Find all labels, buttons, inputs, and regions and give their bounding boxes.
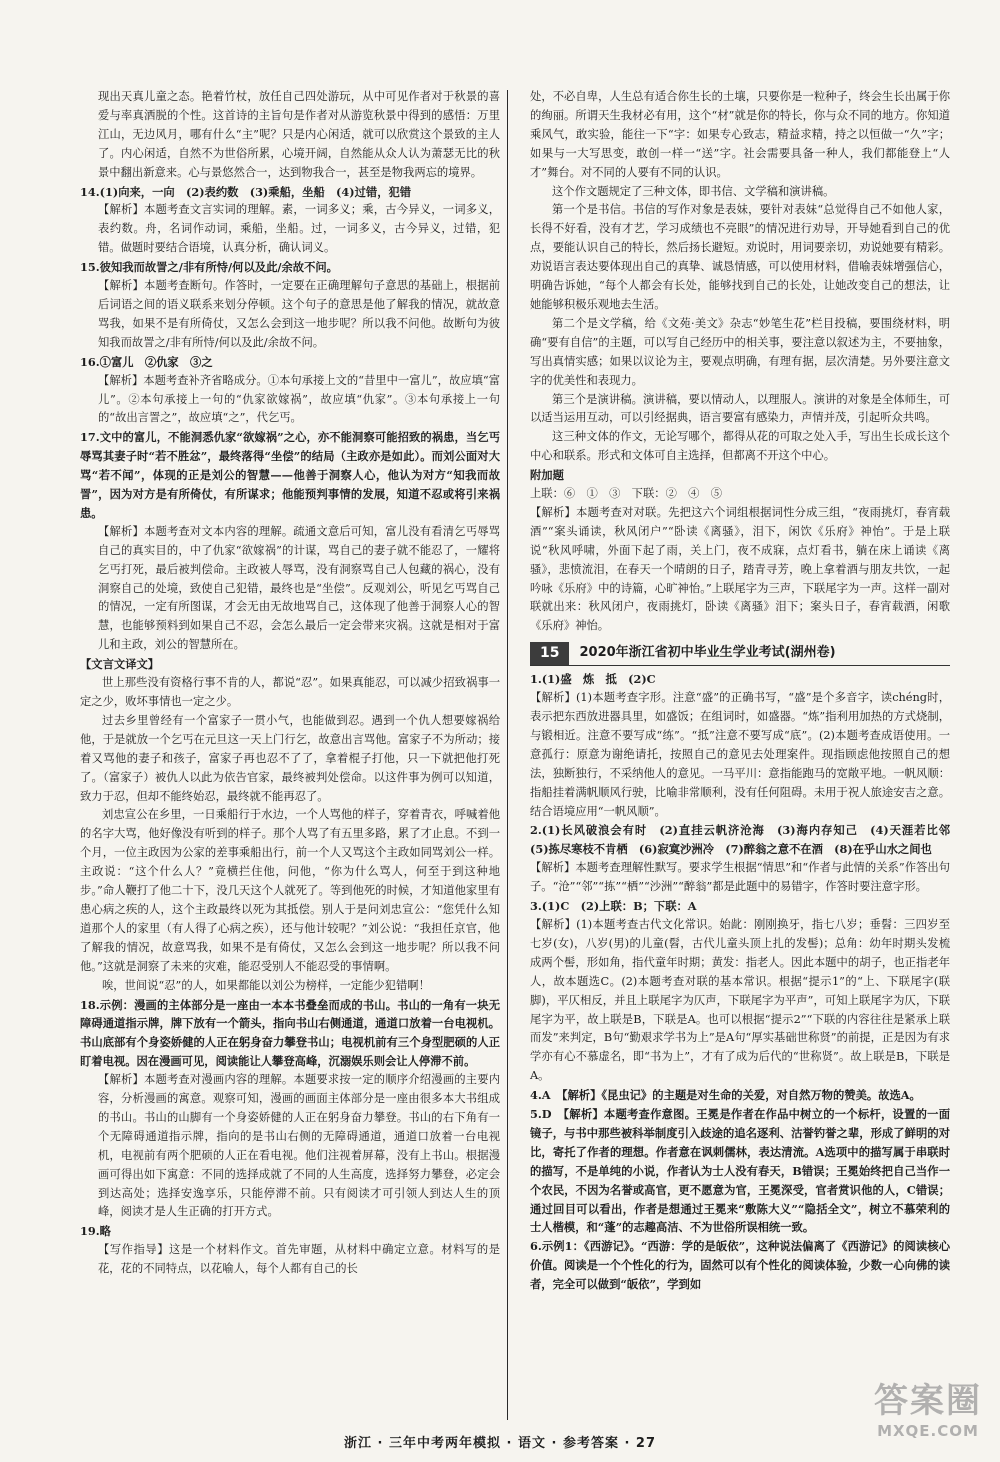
answer-text: 【写作指导】这是一个材料作文。首先审题，从材料中确定立意。材料写的是花，花的不同特点，以花喻人，每个人都有自己的长 (98, 1243, 500, 1276)
right-column (530, 88, 962, 1294)
section-number: 15 (530, 642, 569, 665)
answer-text: 过去乡里曾经有一个富家子一贯小气，也能做到忍。遇到一个仇人想要嫁祸给他，于是就放一个乞丐在元旦这一天上门行乞，故意出言骂他。富家子不为所动；接着又骂他的妻子和孩子，富家子再也忍不了了，拿着棍子打他，只一下就把他打死了。（富家子）被仇人以此为依告官家，最终被判处偿命。以这件事为例可以知道，致力于忍，但却不能终始忍，最终就不能再忍了。 (80, 713, 500, 803)
answer-text: 第三个是演讲稿。演讲稿，要以情动人，以理服人。演讲的对象是全体师生，可以适当运用互动，可以引经据典，语言要富有感染力，声情并茂，引起听众共鸣。 (530, 392, 950, 425)
answer-text: 【解析】本题考查对文本内容的理解。疏通文意后可知，富儿没有看清乞丐辱骂自己的真实目的，中了仇家“欲嫁祸”的计谋，骂自己的妻子就不能忍了，一耀将乞丐打死，最后被判偿命。主政被人辱骂，没有洞察骂自己人包藏的祸心，没有洞察自己的处境，致使自己犯错，最终也是“坐偿”。反观刘公，听见乞丐骂自己的情况，一定有所图谋，才会无由无故地骂自己，这体现了他善于洞察人心的智慧，也能够预料到如果自己不忍，会怎么最后一定会带来灾祸。这就是相对于富儿和主政，刘公的智慧所在。 (98, 524, 500, 652)
answer-heading: 5.D 【解析】本题考查作意图。王冕是作者在作品中树立的一个标杆，设置的一面镜子，与书中那些被科举制度引入歧途的追名逐利、沽誉钓誉之辈，形成了鲜明的对比，寄托了作者的理想。作者意在讽刺儒林，表达清流。A选项中的描写属于串联时的描写，不是单纯的小说，作者认为士人没有春天，B错误；王冕始终把自己当作一个农民，不因为名誉或高官，更不愿意为官，王冕深受，官者赏识他的人，C错误；通过回目可以看出，作者是想通过王冕来“敷陈大义”“隐括全文”，树立不慕荣利的士人楷模，和“蓬”的志趣高洁、不为世俗所误相统一致。 (530, 1107, 950, 1235)
answer-text: 【解析】本题考查补齐省略成分。①本句承接上文的“昔里中一富儿”，故应填“富儿”。②本句承接上一句的“仇家欲嫁祸”，故应填“仇家”。③本句承接上一句的“故出言詈之”，故应填“之”，代乞丐。 (98, 373, 500, 425)
answer-text: 唉，世间说“忍”的人，如果都能以刘公为榜样，一定能少犯错啊！ (102, 978, 430, 992)
answer-text: 这三种文体的作文，无论写哪个，都得从花的可取之处入手，写出生长成长这个中心和联系。形式和文体可自主选择，但都离不开这个中心。 (530, 430, 950, 463)
section-header (530, 642, 950, 666)
answer-text: 上联：⑥ ① ③ 下联：② ④ ⑤ (530, 487, 723, 501)
answer-heading: 15.彼知我而故詈之/非有所恃/何以及此/余故不问。 (80, 260, 338, 275)
answer-text: 【解析】(1)本题考查字形。注意“盛”的正确书写，“盛”是个多音字，读chéng时，表示把东西放进器具里，如盛饭；在组词时，如盛器。“炼”指利用加热的方式烧制，与锻相近。注意不要写成“练”。“抵”注意不要写成“底”。(2)本题考查成语使用。一意孤行：原意为谢绝请托，按照自己的意见去处理案件。现指顾虑他按照自己的想法，独断独行，不采纳他人的意见。一马平川：意指能跑马的宽敞平地。一帆风顺：指船挂着满帆顺风行驶，比喻非常顺利，没有任何阻碍。未用于祝人旅途安吉之意。结合语境应用“一帆风顺”。 (530, 691, 950, 818)
page-footer: 浙江 · 三年中考两年模拟 · 语文 · 参考答案 · 27 (343, 1436, 657, 1451)
watermark-logo (874, 1373, 982, 1440)
answer-text: 【解析】(1)本题考查古代文化常识。始龀：刚刚换牙，指七八岁；垂髫：三四岁至七岁(女)，八岁(男)的儿童(髫，古代儿童头顶上扎的发髻)；总角：幼年时期头发梳成两个髻，形如角，指代童年时期；黄发：指老人。因此本题中的胡子，也正指老年人，故本题选C。(2)本题考查对联的基本常识。根据“提示1”的“上、下联尾字(联脚)，平仄相反，并且上联尾字为仄声，下联尾字为平声”，可知上联尾字为仄，下联尾字为平，故上联是B，下联是A。也可以根据“提示2”“下联的内容往往是紧承上联而发”来判定，B句“勤艰求学书为上”是A句“厚实基础世称贤”的前提，正是因为有求学亦有心不慕虚名，即“书为上”，才有了成为后代的“世称贤”。故上联是B，下联是A。 (530, 917, 950, 1083)
answer-heading: 3.(1)C (2)上联：B；下联：A (530, 899, 697, 914)
answer-text: 【解析】本题考查对漫画内容的理解。本题要求按一定的顺序介绍漫画的主要内容，分析漫画的寓意。观察可知，漫画的画面主体部分是一座由很多本大书组成的书山。书山的山脚有一个身姿娇健的人正在躬身奋力攀登。书山的右下角有一个无障碍通道指示牌，指向的是书山右侧的无障碍通道，通道口放着一台电视机，电视前有两个肥硕的人正在看电视。他们注视着屏幕，没有上书山。根据漫画可得出如下寓意：不同的选择成就了不同的人生高度，选择努力攀登，必定会到达高处；选择安逸享乐，只能停滞不前。只有阅读才可引领人到达人生的顶峰，阅读才是人生正确的打开方式。 (98, 1073, 500, 1219)
answer-heading: 6.示例1：《西游记》。“西游：学的是皈依”，这种说法偏离了《西游记》的阅读核心价值。阅读是一个个性化的行为，固然可以有个性化的阅读体验，少数一心向佛的读者，完全可以做到“皈依”，学到如 (530, 1239, 950, 1292)
answer-heading: 16.①富儿 ②仇家 ③之 (80, 354, 213, 369)
answer-heading: 19.略 (80, 1224, 111, 1239)
answer-text: 【解析】本题考查对对联。先把这六个词组根据词性分成三组，“夜雨挑灯，春宵载酒”“案头诵读，秋风闭户”“卧读《离骚》，泪下，闲饮《乐府》神怡”。于是上联说“秋风呼啸，外面下起了雨，关上门，夜不成寐，点灯看书，躺在床上诵读《离骚》，悲愤流泪，在春天一个晴朗的日子，踏青寻芳，晚上拿着酒与朋友共饮，一起吟咏《乐府》中的诗篇，心旷神怡。”上联尾字为三声，下联尾字为一声。这样一副对联就出来：秋风闭户，夜雨挑灯，卧读《离骚》泪下；案头日子，春宵载酒，闲歌《乐府》神怡。 (530, 505, 950, 633)
answer-text: 第二个是文学稿，给《文苑·美文》杂志“妙笔生花”栏目投稿，要围绕材料，明确“要有自信”的主题，可以写自己经历中的相关事，要注意以叙述为主，不要抽象，写出真情实感；如果以议论为主，要观点明确，有理有据，层次清楚。另外要注意文字的优美性和表现力。 (530, 316, 950, 387)
answer-heading: 18.示例：漫画的主体部分是一座由一本本书叠垒而成的书山。书山的一角有一块无障碍通道指示牌，牌下放有一个箭头，指向书山右侧通道，通道口放着一台电视机。书山底部有个身姿娇健的人正在躬身奋力攀登书山；电视机前有三个身型肥硕的人正盯着电视。因在漫画可见，阅读能让人攀登高峰，沉溺娱乐则会让人停滞不前。 (80, 997, 500, 1069)
answer-text: 现出天真儿童之态。艳着竹杖，放任自己四处游玩，从中可见作者对于秋景的喜爱与率真洒脱的个性。这首诗的主旨句是作者对从游览秋景中得到的感悟：万里江山，无边风月，哪有什么“主”呢？只是内心闲适，就可以欣赏这个景致的主人了。内心闲适，自然不为世俗所累，心境开阔，自然能从众人认为萧瑟无比的秋景中翻出新意来。心与景悠然合一，达到物我合一，甚至是物我两忘的境界。 (98, 90, 500, 179)
answer-heading: 17.文中的富儿，不能洞悉仇家“欲嫁祸”之心，亦不能洞察可能招致的祸患，当乞丐辱骂其妻子时“若不胜忿”，最终落得“坐偿”的结局（主政亦是如此）。而刘公面对大骂“若不闻”，体现的正是刘公的智慧——他善于洞察人心，他认为对方“知我而故詈”，因为对方是有所倚仗，有所谋求；他能预判事情的发展，知道不忍或将引来祸患。 (80, 430, 500, 520)
column-divider (507, 90, 508, 1420)
section-title: 2020年浙江省初中毕业生学业考试(湖州卷) (579, 645, 836, 661)
answer-heading: 【文言文译文】 (80, 657, 160, 672)
answer-heading: 1.(1)盛 炼 抵 (2)C (530, 672, 656, 687)
answer-text: 【解析】本题考查断句。作答时，一定要在正确理解句子意思的基础上，根据前后词语之间的语义联系来划分停顿。这个句子的意思是他了解我的情况，就故意骂我，如果不是有所倚仗，又怎么会到这一地步呢？所以我不问他。故断句为彼知我而故詈之/非有所恃/何以及此/余故不问。 (98, 279, 500, 349)
answer-text: 刘忠宣公在乡里，一日乘船行于水边，一个人骂他的样子，穿着青衣，呼喊着他的名字大骂，他好像没有听到的样子。那个人骂了有五里多路，累了才止息。不到一个月，一位主政因为公家的差事乘船出行，前一个人又骂这个主政如同骂刘公一样。主政说：“这个什么人？”竟横拦住他，问他，“你为什么骂人，何至于到这种地步。”命人鞭打了他二十下，没几天这个人就死了。等到他死的时候，才知道他家里有患心病之疾的人，这个主政最终以死为其抵偿。别人于是问刘忠宣公：“您凭什么知道那个人的家里（有人得了心病之疾），还与他计较呢？”刘公说：“我担任京官，他了解我的情况，故意骂我，如果不是有倚仗，又怎么会到这一地步呢？所以我不问他。”这就是洞察了未来的灾难，能忍受别人不能忍受的事情啊。 (80, 808, 500, 973)
left-column (80, 88, 500, 1279)
watermark-line2: MXQE.COM (877, 1422, 979, 1440)
answer-text: 这个作文题规定了三种文体，即书信、文学稿和演讲稿。 (552, 184, 835, 198)
watermark-line1: 答案圈 (874, 1381, 982, 1421)
answer-heading: 4.A 【解析】《昆虫记》的主题是对生命的关爱，对自然万物的赞美。故选A。 (530, 1088, 921, 1103)
answer-heading: 附加题 (530, 468, 564, 483)
answer-text: 世上那些没有资格行事不肯的人，都说“忍”。如果真能忍，可以减少招致祸事一定之少，败坏事情也一定之少。 (80, 676, 500, 708)
answer-heading: 14.(1)向来，一向 (2)表约数 (3)乘船，坐船 (4)过错，犯错 (80, 184, 412, 199)
answer-text: 【解析】本题考查理解性默写。要求学生根据“情思”和“作者与此情的关系”作答出句子。“沧”“邻”“拣”“栖”“沙洲”“醉翁”都是此题中的易错字，作答时要注意字形。 (530, 861, 950, 894)
answer-text: 处，不必自卑，人生总有适合你生长的土壤，只要你是一粒种子，终会生长出属于你的绚丽。所谓天生我材必有用，这个“材”就是你的特长，你与众不同的地方。你知道乘风气，敢实验，能往一下“字：如果专心致志，精益求精，持之以恒做一“久”字；如果与一大写思变，敢创一样一“送”字。社会需要具备一种人，我们都能登上“人才”舞台。对不同的人要有不同的认识。 (530, 90, 950, 179)
answer-text: 第一个是书信。书信的写作对象是表妹，要针对表妹“总觉得自己不如他人家，长得不好看，没有才艺，学习成绩也不亮眼”的情况进行劝导，开导她看到自己的优点，要能认识自己的特长，然后扬长避短。劝说时，用词要亲切，劝说她要有精彩。劝说语言表达要体现出自己的真挚、诚恳情感，可以使用材料，借喻表妹增强信心，明确告诉她，“每个人都会有长处，能够找到自己的长处，让她改变自己的想法，让她能够积极乐观地去生活。 (530, 203, 950, 311)
answer-heading: 2.(1)长风破浪会有时 (2)直挂云帆济沧海 (3)海内存知己 (4)天涯若比邻 (5)拣尽寒枝不肯栖 (6)寂寞沙洲冷 (7)醉翁之意不在酒 (8)在乎山水之间也 (530, 823, 962, 857)
answer-text: 【解析】本题考查文言实词的理解。素，一词多义；乘，古今异义，一词多义，表约数。舟，名词作动词，乘船，坐船。过，一词多义，古今异义，过错，犯错。做题时要结合语境，认真分析，确认词义。 (98, 203, 500, 255)
